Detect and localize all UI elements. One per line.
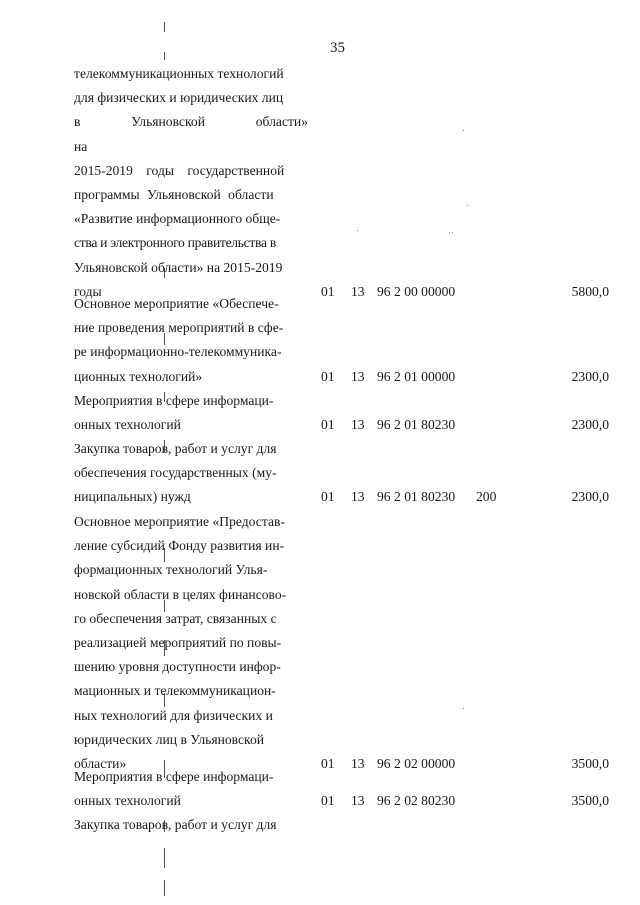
section-code: 01 — [321, 283, 335, 299]
row-description — [74, 765, 308, 813]
row-description — [74, 437, 308, 510]
description-line: ре информационно-телекоммуника- — [74, 344, 282, 360]
table-row — [74, 389, 609, 437]
amount: 3500,0 — [571, 756, 609, 772]
table-row — [74, 437, 609, 510]
description-line: го обеспечения затрат, связанных с — [74, 610, 277, 626]
description-line: реализацией мероприятий по повы- — [74, 635, 282, 651]
description-line: ства и электронного правительства в — [74, 235, 276, 251]
description-line: шению уровня доступности инфор- — [74, 659, 281, 675]
description-line: онных технологий — [74, 793, 181, 809]
description-line: ционных технологий» — [74, 368, 203, 384]
subsection-code: 13 — [351, 417, 365, 433]
description-line: онных технологий — [74, 417, 181, 433]
target-article-code: 96 2 01 80230 — [377, 489, 456, 505]
description-line: обеспечения государственных (му- — [74, 465, 277, 481]
scan-fold-line — [164, 848, 165, 868]
description-line: ных технологий для физических и — [74, 707, 273, 723]
description-line: Закупка товаров, работ и услуг для — [74, 441, 277, 456]
table-row — [74, 292, 609, 389]
section-code: 01 — [321, 489, 335, 505]
row-description — [74, 813, 308, 837]
description-line: области» — [74, 756, 127, 772]
row-description — [74, 510, 308, 776]
description-line: новской области в целях финансово- — [74, 586, 287, 602]
amount: 2300,0 — [571, 417, 609, 433]
target-article-code: 96 2 01 80230 — [377, 417, 456, 433]
page-number: 35 — [330, 40, 345, 56]
subsection-code: 13 — [351, 756, 365, 772]
subsection-code: 13 — [351, 793, 365, 809]
section-code: 01 — [321, 756, 335, 772]
scan-fold-line — [164, 52, 165, 60]
description-line: годы — [74, 283, 102, 299]
description-line: Мероприятия в сфере информаци- — [74, 393, 274, 408]
description-line: Ульяновской области» на 2015-2019 — [74, 259, 283, 275]
description-line: ление субсидий Фонду развития ин- — [74, 538, 285, 554]
description-line: мационных и телекоммуникацион- — [74, 683, 276, 699]
row-description — [74, 62, 308, 304]
table-row — [74, 510, 609, 776]
amount: 3500,0 — [571, 793, 609, 809]
section-code: 01 — [321, 417, 335, 433]
target-article-code: 96 2 00 00000 — [377, 283, 456, 299]
amount: 5800,0 — [571, 283, 609, 299]
amount: 2300,0 — [571, 489, 609, 505]
section-code: 01 — [321, 793, 335, 809]
target-article-code: 96 2 02 80230 — [377, 793, 456, 809]
description-line: Основное мероприятие «Обеспече- — [74, 296, 279, 311]
description-line: 2015-2019 годы государственной — [74, 162, 285, 178]
description-line: ниципальных) нужд — [74, 489, 191, 505]
description-line: «Развитие информационного обще- — [74, 211, 281, 227]
description-line: Мероприятия в сфере информаци- — [74, 769, 274, 784]
description-line: телекоммуникационных технологий — [74, 66, 284, 81]
subsection-code: 13 — [351, 283, 365, 299]
table-row — [74, 765, 609, 813]
scan-fold-line — [164, 880, 165, 896]
description-line: для физических и юридических лиц — [74, 90, 284, 106]
row-description — [74, 389, 308, 437]
amount: 2300,0 — [571, 368, 609, 384]
description-line: программы Ульяновской области — [74, 187, 274, 203]
row-description — [74, 292, 308, 389]
table-row — [74, 813, 609, 837]
target-article-code: 96 2 02 00000 — [377, 756, 456, 772]
scan-fold-line — [164, 22, 165, 32]
subsection-code: 13 — [351, 489, 365, 505]
description-line: ние проведения мероприятий в сфе- — [74, 320, 284, 336]
section-code: 01 — [321, 368, 335, 384]
description-line: Закупка товаров, работ и услуг для — [74, 817, 277, 832]
description-line: юридических лиц в Ульяновской — [74, 731, 265, 747]
description-line: в Ульяновской области» на — [74, 114, 308, 154]
table-row — [74, 62, 609, 304]
description-line: формационных технологий Улья- — [74, 562, 268, 578]
description-line: Основное мероприятие «Предостав- — [74, 514, 285, 529]
subsection-code: 13 — [351, 368, 365, 384]
expense-type-code: 200 — [476, 489, 497, 505]
target-article-code: 96 2 01 00000 — [377, 368, 456, 384]
